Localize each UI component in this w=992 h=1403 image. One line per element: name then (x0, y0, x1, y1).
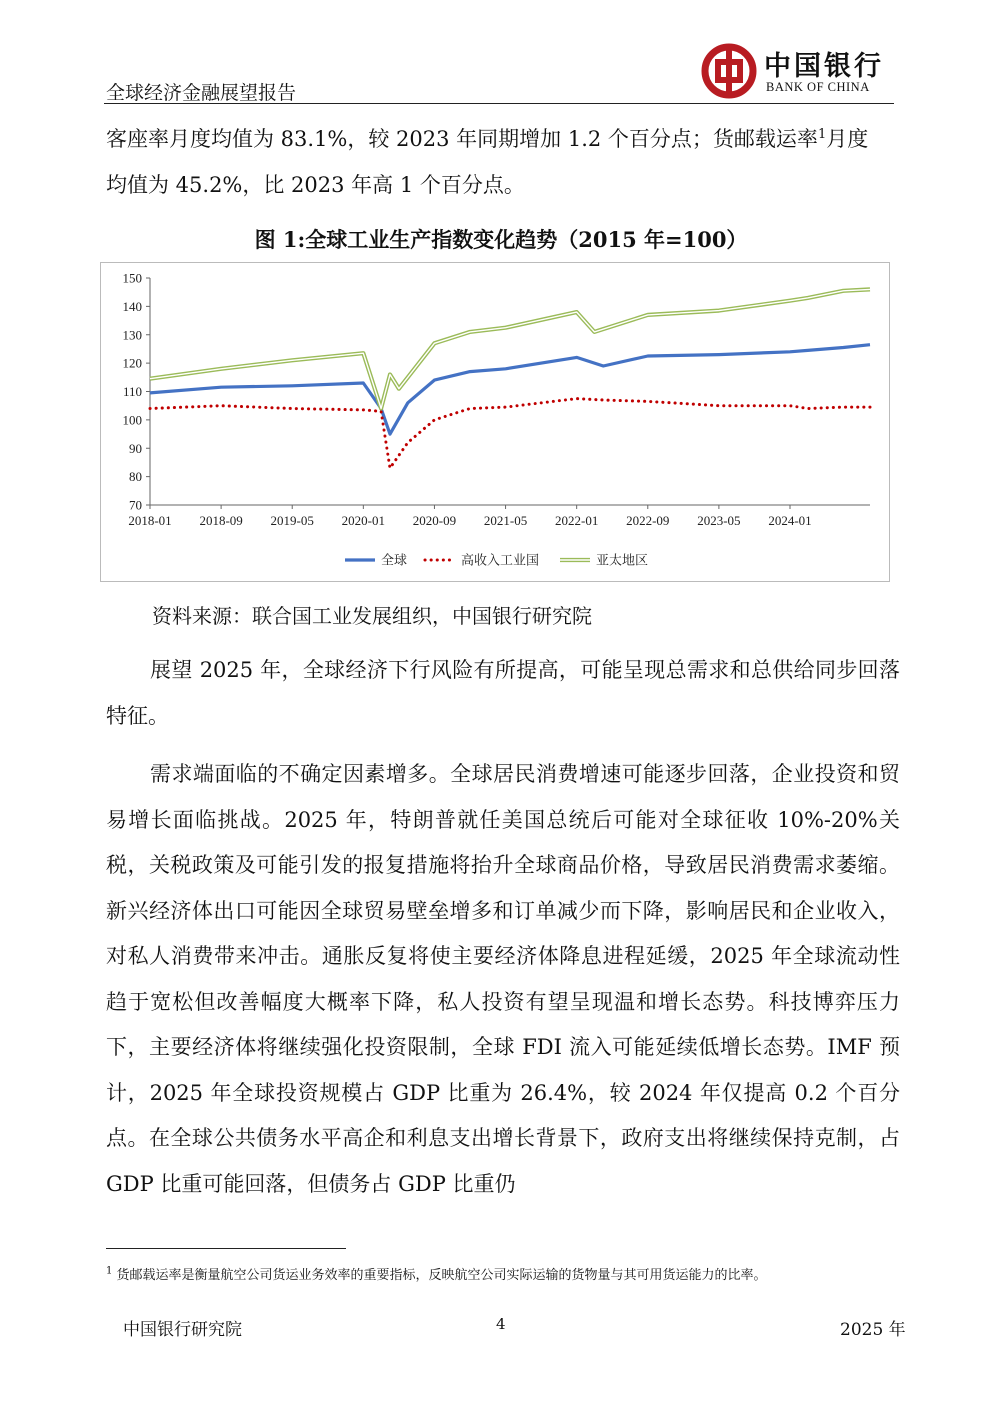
y-tick-label: 100 (122, 412, 142, 428)
footer-year: 2025 年 (840, 1320, 906, 1340)
header-rule (104, 103, 894, 104)
legend-label-asia_pacific: 亚太地区 (596, 552, 649, 568)
footnote-text: 货邮载运率是衡量航空公司货运业务效率的重要指标，反映航空公司实际运输的货物量与其可用货运能力的比率。 (116, 1268, 767, 1283)
y-tick-label: 70 (129, 497, 142, 513)
x-tick-label: 2021-05 (483, 513, 528, 528)
x-tick-label: 2022-09 (626, 513, 670, 528)
x-tick-label: 2020-01 (341, 513, 386, 528)
y-tick-label: 110 (122, 384, 142, 399)
report-title: 全球经济金融展望报告 (106, 82, 297, 104)
y-tick-label: 140 (122, 298, 142, 314)
legend-label-high_income: 高收入工业国 (461, 552, 540, 568)
footer-org: 中国银行研究院 (123, 1320, 242, 1340)
x-tick-label: 2018-01 (128, 513, 172, 528)
footnote-marker: 1 (817, 127, 827, 142)
x-tick-label: 2020-09 (412, 513, 457, 528)
figure-source: 资料来源：联合国工业发展组织，中国银行研究院 (152, 604, 592, 628)
chart-legend (345, 553, 648, 568)
y-tick-label: 120 (122, 355, 142, 371)
footnote-number: 1 (106, 1265, 113, 1277)
x-tick-label: 2018-09 (199, 513, 243, 528)
legend-label-global: 全球 (381, 552, 408, 568)
intro-paragraph (106, 112, 900, 208)
bank-logo (700, 42, 900, 102)
y-tick-label: 80 (129, 469, 142, 485)
intro-line-1: 客座率月度均值为 83.1%，较 2023 年同期增加 1.2 个百分点；货邮载运率 (106, 127, 818, 151)
logo-english-name: BANK OF CHINA (766, 80, 870, 94)
bank-of-china-emblem-icon (700, 42, 758, 100)
figure-title: 图 1:全球工业生产指数变化趋势（2015 年=100） (254, 227, 748, 252)
x-tick-label: 2019-05 (270, 513, 314, 528)
industrial-production-chart (100, 262, 890, 582)
x-tick-label: 2023-05 (697, 513, 741, 528)
intro-line-2: 均值为 45.2%，比 2023 年高 1 个百分点。 (106, 172, 525, 197)
x-tick-label: 2024-01 (768, 513, 812, 528)
demand-paragraph: 需求端面临的不确定因素增多。全球居民消费增速可能逐步回落，企业投资和贸易增长面临挑战。2025 年，特朗普就任美国总统后可能对全球征收 10%-20%关税，关税政策及可能引发的报复措施将抬升全球商品价格，导致居民消费需求萎缩。新兴经济体出口可能因全球贸易壁垒增多和订单减少而下降，影响居民和企业收入，对私人消费带来冲击。通胀反复将使主要经济体降息进程延缓，2025 年全球流动性趋于宽松但改善幅度大概率下降，私人投资有望呈现温和增长态势。科技博弈压力下，主要经济体将继续强化投资限制，全球 FDI 流入可能延续低增长态势。IMF 预计，2025 年全球投资规模占 GDP 比重为 26.4%，较 2024 年仅提高 0.2 个百分点。在全球公共债务水平高企和利息支出增长背景下，政府支出将继续保持克制，占 GDP 比重可能回落，但债务占 GDP 比重仍 (106, 762, 900, 1196)
x-tick-label: 2022-01 (554, 513, 599, 528)
y-tick-label: 130 (122, 327, 142, 343)
page-number: 4 (496, 1315, 506, 1333)
outlook-paragraph: 展望 2025 年，全球经济下行风险有所提高，可能呈现总需求和总供给同步回落特征。 (106, 658, 900, 728)
y-tick-label: 150 (122, 270, 142, 286)
y-tick-label: 90 (129, 440, 142, 456)
logo-chinese-name: 中国银行 (764, 51, 884, 82)
footnote-rule (106, 1248, 346, 1249)
intro-line-1-end: 月度 (826, 127, 869, 151)
footnote (106, 1264, 767, 1283)
